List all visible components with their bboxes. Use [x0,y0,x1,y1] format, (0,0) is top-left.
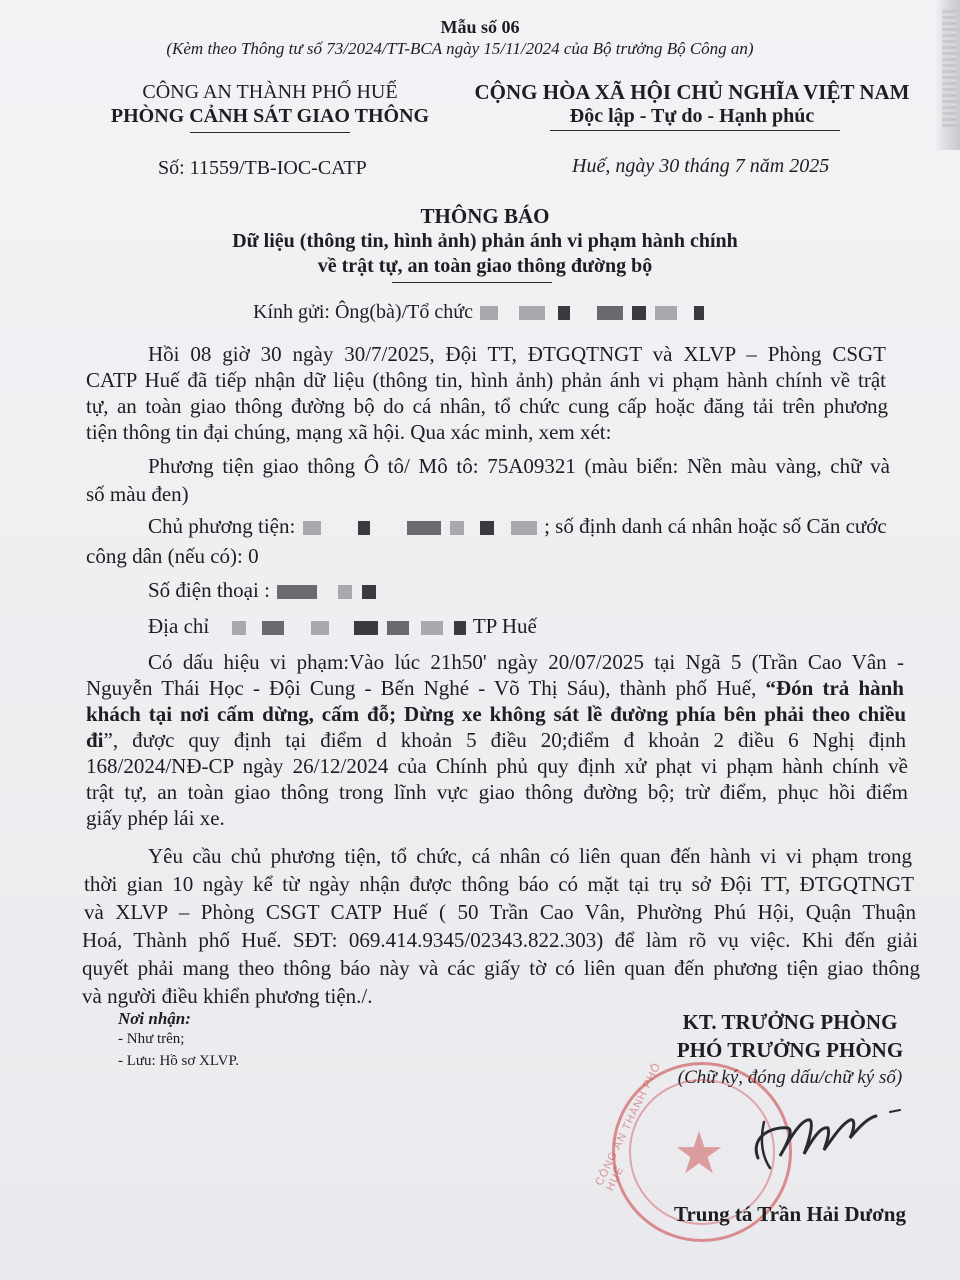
nation-line-2: Độc lập - Tự do - Hạnh phúc [569,105,815,127]
redacted-phone [277,585,317,599]
redacted-address [421,621,443,635]
redacted-address [387,621,409,635]
request-line-4: Hoá, Thành phố Huế. SĐT: 069.414.9345/02343.822.303) để làm rõ vụ việc. Khi đến giải [82,928,918,952]
owner-line [148,516,887,537]
recipients-label: Nơi nhận: [118,1009,191,1028]
notice-subtitle-1: Dữ liệu (thông tin, hình ảnh) phản ánh vi phạm hành chính [232,230,738,252]
document-number: Số: 11559/TB-IOC-CATP [158,157,367,179]
address-suffix: TP Huế [472,614,537,638]
seal-text: CÔNG AN THÀNH PHỐ HUẾ [593,1060,664,1193]
redacted-name [597,306,623,320]
violation-line-3: khách tại nơi cấm dừng, cấm đỗ; Dừng xe không sát lề đường phía bên phải theo chiều [86,702,906,726]
agency-line-1: CÔNG AN THÀNH PHỐ HUẾ [142,81,398,103]
signature-title-1: KT. TRƯỞNG PHÒNG [682,1010,898,1034]
request-line-3: và XLVP – Phòng CSGT CATP Huế ( 50 Trần Cao Vân, Phường Phú Hội, Quận Thuận [84,900,916,924]
vehicle-line-1: Phương tiện giao thông Ô tô/ Mô tô: 75A09321 (màu biển: Nền màu vàng, chữ và [148,454,890,478]
redacted-address [262,621,284,635]
redacted-name [519,306,545,320]
title-underline [392,282,552,283]
request-line-5: quyết phải mang theo thông báo này và các giấy tờ có liên quan đến phương tiện giao thông [82,956,920,980]
redacted-address [454,621,466,635]
agency-line-2: PHÒNG CẢNH SÁT GIAO THÔNG [110,105,430,127]
redacted-owner [480,521,494,535]
owner-suffix: ; số định danh cá nhân hoặc số Căn cước [544,514,887,538]
violation-quote-start: “Đón trả hành [765,676,904,700]
recipient-label: Kính gửi: Ông(bà)/Tổ chức [253,301,473,323]
notice-title: THÔNG BÁO [420,204,550,228]
para1-line-1: Hồi 08 giờ 30 ngày 30/7/2025, Đội TT, ĐTGQTNGT và XLVP – Phòng CSGT [148,342,886,366]
phone-line [148,580,378,601]
signer-name: Trung tá Trần Hải Dương [674,1202,906,1226]
vehicle-line-2: số màu đen) [86,482,189,506]
redacted-address [232,621,246,635]
violation-line-2 [86,678,904,699]
redacted-owner [450,521,464,535]
violation-line-4 [86,730,906,751]
nation-line-1: CỘNG HÒA XÃ HỘI CHỦ NGHĨA VIỆT NAM [474,80,910,104]
address-label: Địa chỉ [148,614,210,638]
para1-line-3: tự, an toàn giao thông đường bộ do cá nhân, tổ chức cung cấp hoặc đăng tải trên phương [86,394,888,418]
place-date: Huế, ngày 30 tháng 7 năm 2025 [572,155,830,177]
nation-underline [550,130,840,131]
notice-subtitle-2: về trật tự, an toàn giao thông đường bộ [317,255,653,277]
form-note: (Kèm theo Thông tư số 73/2024/TT-BCA ngày 15/11/2024 của Bộ trưởng Bộ Công an) [166,39,754,58]
para1-line-4: tiện thông tin đại chúng, mạng xã hội. Qua xác minh, xem xét: [86,420,612,444]
redacted-address [354,621,378,635]
signature-title-2: PHÓ TRƯỞNG PHÒNG [676,1038,904,1062]
violation-location: Nguyễn Thái Học - Đội Cung - Bến Nghé - Võ Thị Sáu), thành phố Huế, [86,676,766,700]
phone-label: Số điện thoại : [148,578,270,602]
redacted-address [311,621,329,635]
violation-quote-end: đi [86,728,104,752]
seal-star-icon: ★ [673,1119,725,1187]
redacted-owner [407,521,441,535]
request-line-6: và người điều khiển phương tiện./. [82,984,373,1008]
redacted-owner [303,521,321,535]
redacted-owner [358,521,370,535]
owner-line-2: công dân (nếu có): 0 [86,544,259,568]
form-number: Mẫu số 06 [440,17,520,37]
violation-line-5: 168/2024/NĐ-CP ngày 26/12/2024 của Chính phủ quy định xử phạt vi phạm hành chính về [86,754,908,778]
redacted-name [655,306,677,320]
handwritten-signature-icon [730,1098,930,1178]
agency-underline [190,132,350,133]
recipients-item: - Lưu: Hồ sơ XLVP. [118,1053,239,1069]
redacted-name [632,306,646,320]
violation-line-6: trật tự, an toàn giao thông trong lĩnh vực giao thông đường bộ; trừ điểm, phục hồi điểm [86,780,908,804]
address-line [148,616,537,637]
redacted-phone [338,585,352,599]
recipients-item: - Như trên; [118,1031,185,1047]
redacted-owner [511,521,537,535]
request-line-1: Yêu cầu chủ phương tiện, tổ chức, cá nhân có liên quan đến hành vi vi phạm trong [148,844,912,868]
violation-line-7: giấy phép lái xe. [86,806,225,830]
violation-regulation: ”, được quy định tại điểm d khoản 5 điều 20;điểm đ khoản 2 điều 6 Nghị định [103,728,906,752]
para1-line-2: CATP Huế đã tiếp nhận dữ liệu (thông tin, hình ảnh) phản ánh vi phạm hành chính về trật [86,368,886,392]
violation-line-1: Có dấu hiệu vi phạm:Vào lúc 21h50' ngày 20/07/2025 tại Ngã 5 (Trần Cao Vân - [148,650,904,674]
owner-label: Chủ phương tiện: [148,514,296,538]
request-line-2: thời gian 10 ngày kể từ ngày nhận được thông báo có mặt tại trụ sở Đội TT, ĐTGQTNGT [84,872,914,896]
signature-note: (Chữ ký, đóng dấu/chữ ký số) [677,1067,903,1088]
recipient-line [253,302,706,322]
redacted-name [694,306,704,320]
redacted-name [558,306,570,320]
redacted-name [480,306,498,320]
redacted-phone [362,585,376,599]
